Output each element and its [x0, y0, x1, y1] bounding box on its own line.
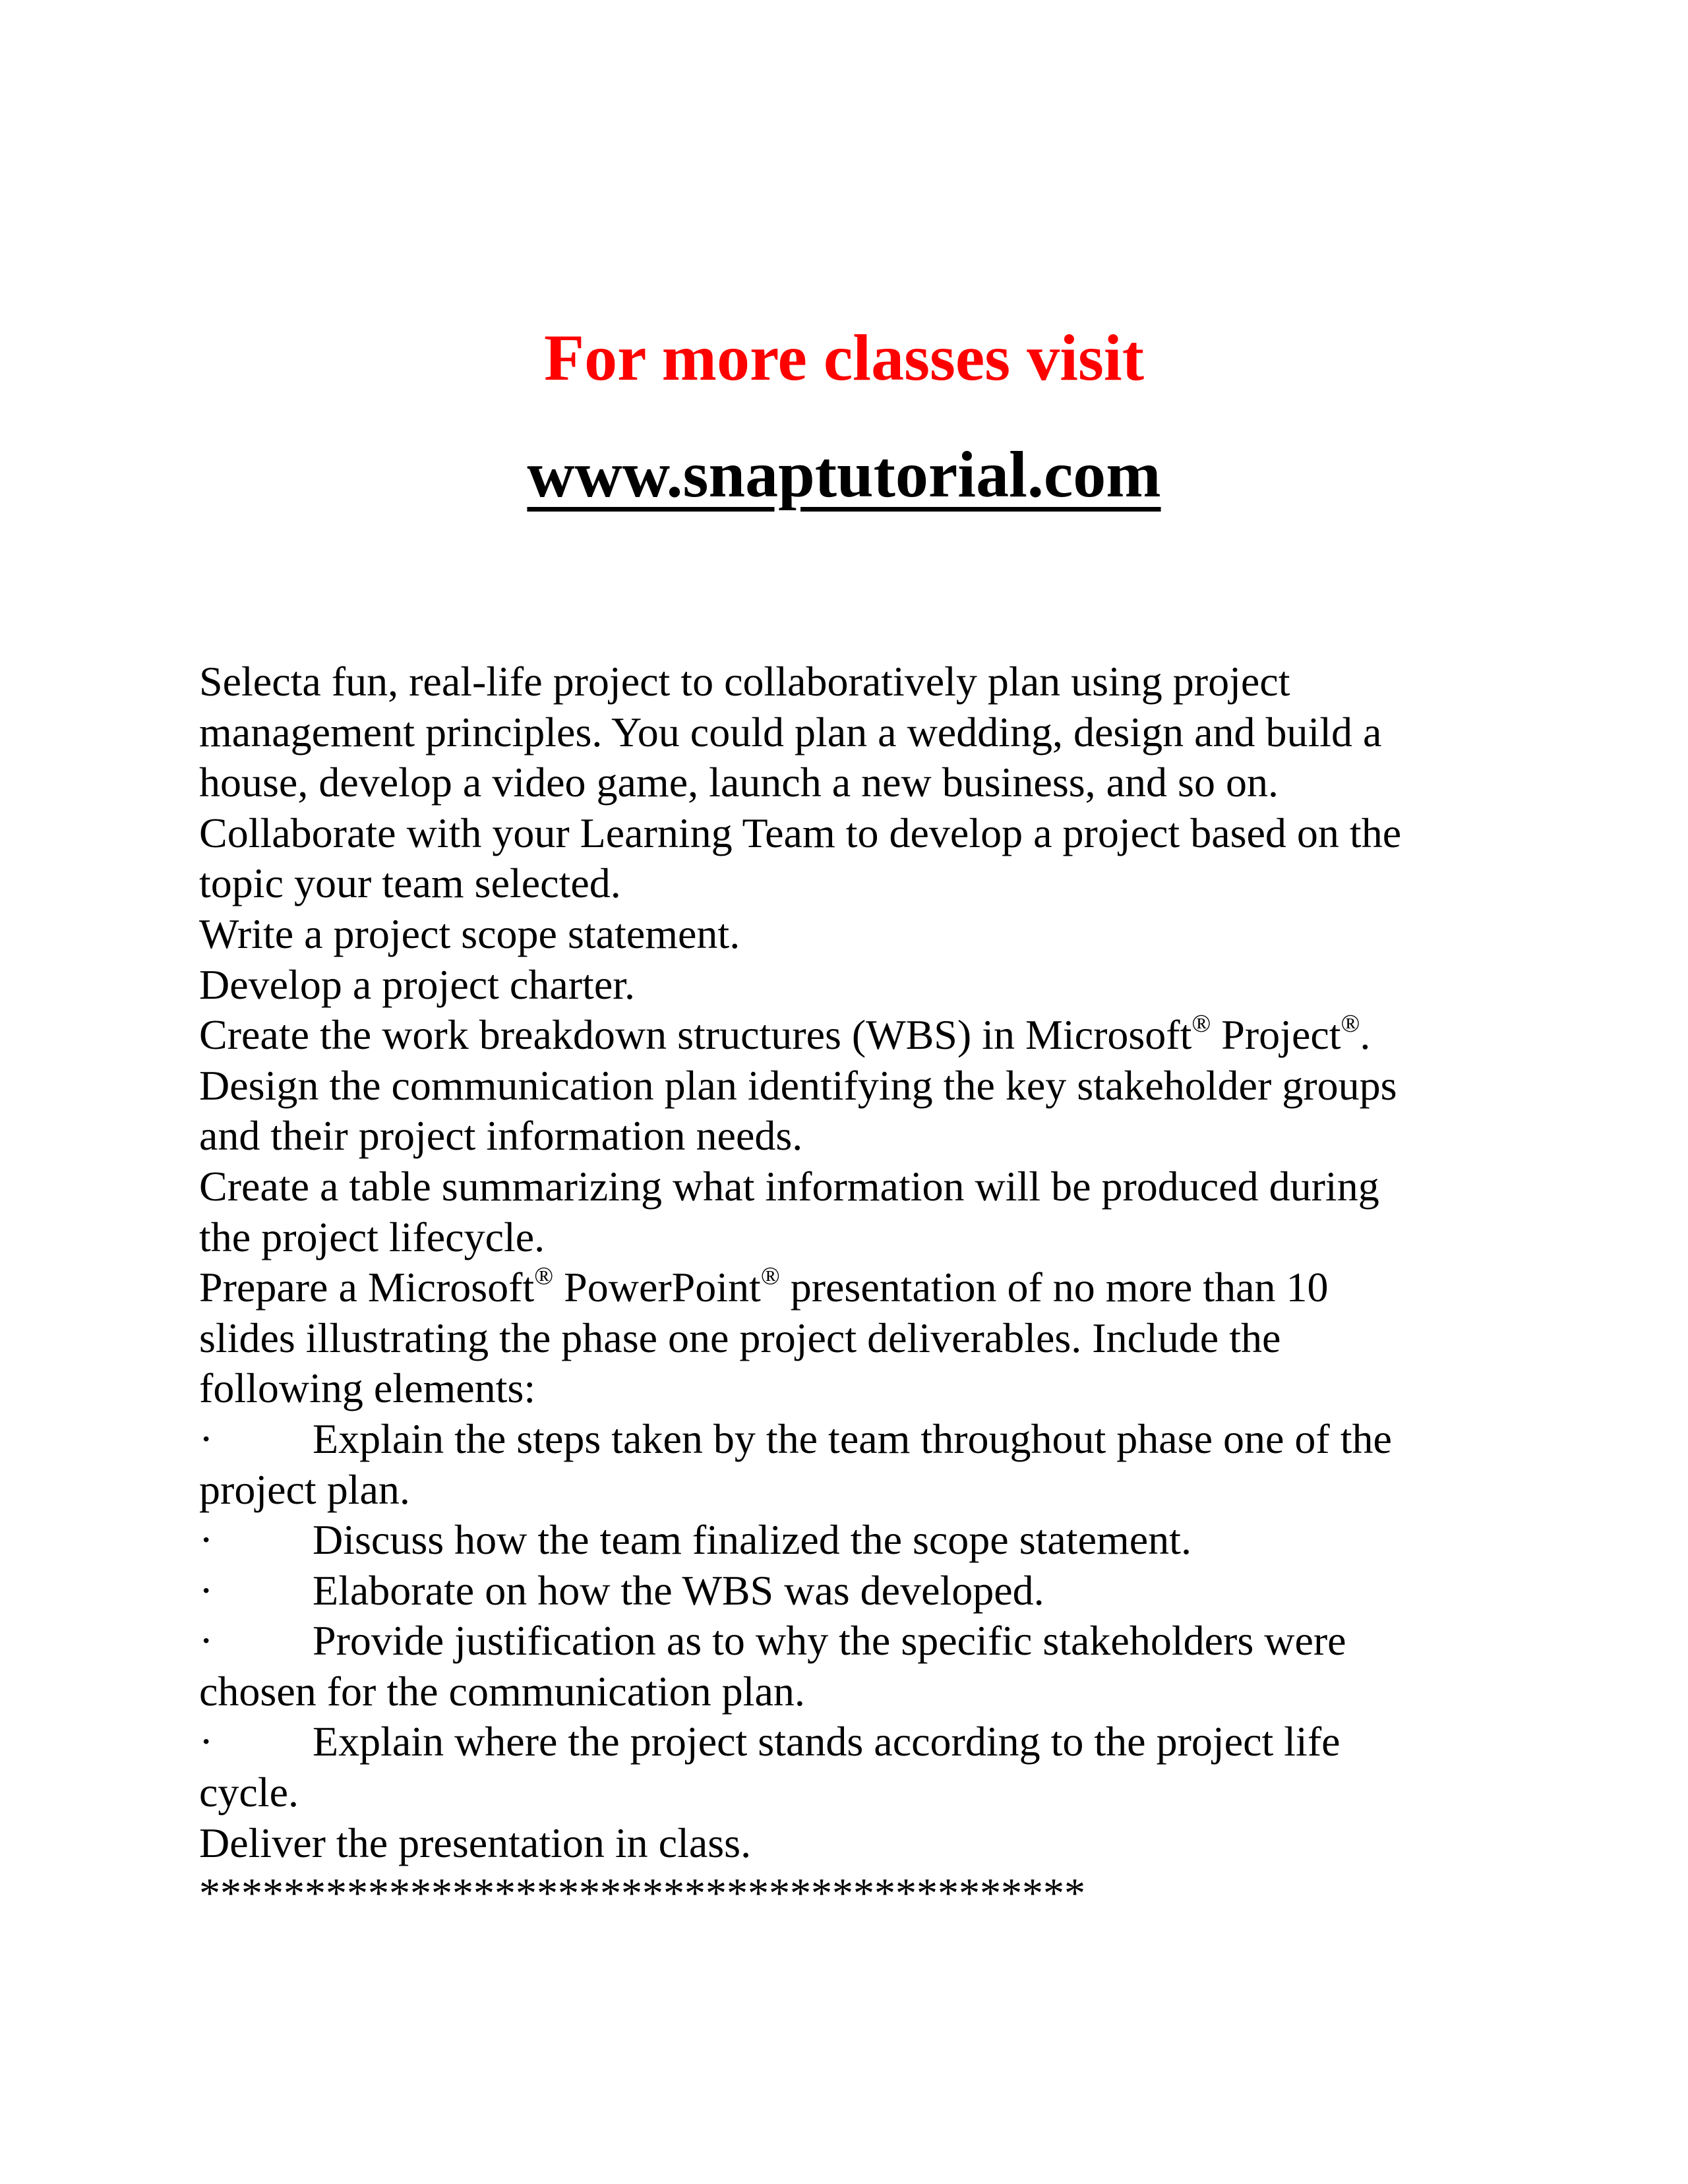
body-line-powerpoint-part2: PowerPoint: [553, 1264, 761, 1311]
separator-stars: ******************************************: [199, 1870, 1085, 1917]
body-line: topic your team selected.: [199, 860, 621, 907]
body-line: Develop a project charter.: [199, 960, 635, 1008]
body-line: Write a project scope statement.: [199, 910, 740, 957]
body-line: and their project information needs.: [199, 1112, 803, 1160]
bullet-dot: ·: [199, 1566, 214, 1614]
bullet-continuation: cycle.: [199, 1769, 299, 1816]
body-line-powerpoint: [199, 1262, 1511, 1313]
bullet-continuation: project plan.: [199, 1465, 410, 1513]
body-line: slides illustrating the phase one project deliverables. Include the: [199, 1314, 1281, 1361]
bullet-text: Explain where the project stands according to the project life: [313, 1718, 1341, 1765]
body-line-powerpoint-part1: Prepare a Microsoft: [199, 1264, 535, 1311]
bullet-item: [199, 1566, 1511, 1616]
bullet-continuation: chosen for the communication plan.: [199, 1667, 805, 1715]
promo-title-text: For more classes visit: [543, 321, 1144, 394]
registered-mark: ®: [760, 1262, 780, 1290]
bullet-dot: ·: [199, 1415, 214, 1462]
promo-title: [0, 315, 1688, 401]
website-link-text[interactable]: www.snaptutorial.com: [527, 438, 1161, 511]
registered-mark: ®: [1341, 1009, 1360, 1038]
body-line: Selecta fun, real-life project to collaboratively plan using project: [199, 658, 1290, 705]
body-line-powerpoint-part3: presentation of no more than 10: [779, 1264, 1329, 1311]
bullet-dot: ·: [199, 1718, 214, 1765]
body-line: Collaborate with your Learning Team to develop a project based on the: [199, 809, 1402, 856]
body-line: house, develop a video game, launch a new business, and so on.: [199, 759, 1279, 806]
bullet-item: [199, 1515, 1511, 1566]
bullet-item: [199, 1717, 1511, 1767]
body-line: following elements:: [199, 1365, 536, 1412]
body-line: Deliver the presentation in class.: [199, 1819, 752, 1866]
bullet-item: [199, 1414, 1511, 1465]
website-link[interactable]: [0, 432, 1688, 517]
assignment-body: [199, 657, 1511, 1919]
bullet-dot: ·: [199, 1617, 214, 1665]
body-line: Design the communication plan identifying the key stakeholder groups: [199, 1061, 1397, 1109]
body-line: management principles. You could plan a wedding, design and build a: [199, 708, 1382, 755]
body-line: Create a table summarizing what information will be produced during: [199, 1162, 1379, 1210]
body-line: the project lifecycle.: [199, 1213, 545, 1260]
bullet-text: Elaborate on how the WBS was developed.: [313, 1566, 1044, 1614]
bullet-text: Provide justification as to why the specific stakeholders were: [313, 1617, 1346, 1665]
body-line-wbs-part3: .: [1360, 1011, 1371, 1059]
body-line-wbs-part1: Create the work breakdown structures (WBS) in Microsoft: [199, 1011, 1192, 1059]
registered-mark: ®: [1191, 1009, 1211, 1038]
bullet-dot: ·: [199, 1516, 214, 1564]
bullet-text: Explain the steps taken by the team throughout phase one of the: [313, 1415, 1392, 1462]
body-line-wbs-part2: Project: [1211, 1011, 1341, 1059]
registered-mark: ®: [534, 1262, 554, 1290]
bullet-item: [199, 1616, 1511, 1667]
bullet-text: Discuss how the team finalized the scope statement.: [313, 1516, 1191, 1564]
body-line-wbs: [199, 1010, 1511, 1061]
